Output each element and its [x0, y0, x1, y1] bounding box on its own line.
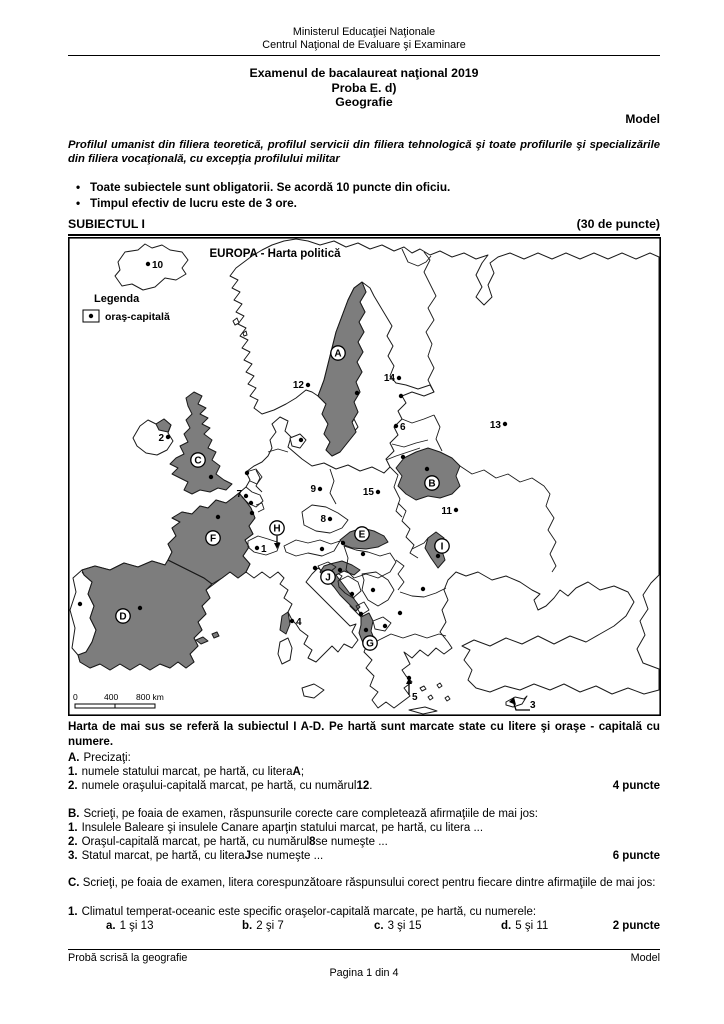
capital-city-dot: [245, 471, 249, 475]
question-text: Insulele Baleare şi insulele Canare aparţin statului marcat, pe hartă, cu litera ...: [81, 822, 484, 834]
capital-dot-15: [376, 490, 380, 494]
section-c-heading: [68, 876, 660, 890]
state-letter-J: J: [325, 572, 331, 584]
answer-options-row: [68, 919, 660, 933]
capital-number-11: 11: [441, 506, 452, 517]
section-a-intro: Precizaţi:: [83, 752, 131, 764]
instruction-text: Timpul efectiv de lucru este de 3 ore.: [90, 196, 297, 211]
question-number: 1.: [68, 906, 78, 918]
state-letter-A: A: [334, 348, 342, 360]
map-caption: Harta de mai sus se referă la subiectul I A-D. Pe hartă sunt marcate state cu litere şi oraşe - capitală cu numere.: [68, 720, 660, 748]
map-title: EUROPA - Harta politică: [209, 248, 341, 260]
map-scale-bar: [73, 692, 164, 708]
question-number: 2.: [68, 836, 78, 848]
section-b-intro: Scrieţi, pe foaia de examen, răspunsurile corecte care completează afirmaţiile de mai jos:: [83, 808, 538, 820]
crete: [409, 707, 437, 714]
option-letter: c.: [374, 920, 384, 932]
option-letter: d.: [501, 920, 512, 932]
capital-city-dot: [401, 455, 405, 459]
section-c-label: C.: [68, 877, 80, 889]
option-text: 3 şi 15: [387, 920, 422, 932]
capital-city-dot: [138, 606, 142, 610]
state-letter-I: I: [440, 541, 444, 553]
capital-city-dot: [78, 602, 82, 606]
capital-dot-9: [318, 487, 322, 491]
profile-note: Profilul umanist din filiera teoretică, profilul servicii din filiera tehnologică şi toate profilurile şi specializările din filiera vocaţională, cu excepţia profilului militar: [68, 139, 660, 165]
state-letter-C: C: [194, 455, 202, 467]
option-text: 2 şi 7: [256, 920, 284, 932]
question-bold: 12: [356, 780, 370, 792]
cyprus: [506, 696, 527, 707]
capital-city-dot: [361, 552, 365, 556]
points-a: 4 puncte: [612, 780, 660, 792]
capital-city-dot: [407, 676, 411, 680]
map-svg: [68, 237, 661, 716]
capital-dot-8: [328, 517, 332, 521]
capital-dot-11: [454, 508, 458, 512]
state-uk: [170, 392, 232, 494]
capital-city-dot: [399, 394, 403, 398]
question-text: Statul marcat, pe hartă, cu litera: [81, 850, 245, 862]
question-post: se numeşte ...: [315, 836, 388, 848]
capital-number-1: 1: [261, 544, 267, 555]
europe-political-map: [68, 237, 661, 716]
capital-number-6: 6: [400, 422, 406, 433]
capital-city-dot: [209, 475, 213, 479]
state-letter-D: D: [119, 611, 127, 623]
capital-city-dot: [320, 547, 324, 551]
question-text: numele statului marcat, pe hartă, cu litera: [81, 766, 293, 778]
capital-city-dot: [355, 391, 359, 395]
capital-number-5: 5: [412, 692, 418, 703]
exam-title-line2: Proba E. d): [331, 80, 397, 95]
state-letter-B: B: [428, 478, 436, 490]
question-bold: J: [244, 850, 251, 862]
subject1-points: (30 de puncte): [576, 217, 660, 231]
exam-title: [68, 66, 660, 110]
exam-title-line1: Examenul de bacalaureat naţional 2019: [249, 66, 479, 80]
footer-left: Probă scrisă la geografie: [68, 952, 188, 964]
footer-right: Model: [630, 952, 660, 964]
page-number: Pagina 1 din 4: [329, 967, 399, 979]
question-text: Climatul temperat-oceanic este specific oraşelor-capitală marcate, pe hartă, cu numerele:: [81, 906, 537, 918]
subject1-label: SUBIECTUL I: [68, 217, 145, 231]
question-bold: 8: [309, 836, 316, 848]
legend-item-label: oraş-capitală: [105, 311, 170, 323]
capital-dot-12: [306, 383, 310, 387]
capital-number-14: 14: [383, 373, 395, 384]
question-post: se numeşte ...: [251, 850, 324, 862]
capital-number-2: 2: [158, 433, 164, 444]
question-number: 1.: [68, 766, 78, 778]
footer-rule: [68, 949, 660, 950]
header-rule: [68, 55, 660, 56]
question-number: 2.: [68, 780, 78, 792]
balearic-islands: [196, 632, 219, 644]
question-bold: A: [292, 766, 301, 778]
zealand-island: [290, 434, 306, 448]
capital-dot-7: [244, 494, 248, 498]
instructions-list: [68, 179, 660, 211]
scale-0: 0: [73, 692, 78, 702]
option-d: [501, 919, 548, 933]
bullet-icon: •: [76, 196, 81, 211]
capital-city-dot: [350, 592, 354, 596]
corsica: [280, 612, 290, 634]
capital-city-dot: [425, 467, 429, 471]
instruction-item: [68, 179, 660, 195]
section-a-heading: [68, 751, 660, 765]
section-a-label: A.: [68, 752, 80, 764]
question-text: Oraşul-capitală marcat, pe hartă, cu numărul: [81, 836, 310, 848]
question-text: numele oraşului-capitală marcat, pe hartă, cu numărul: [81, 780, 357, 792]
capital-number-15: 15: [362, 487, 374, 498]
capital-dot-14: [397, 376, 401, 380]
question-post: .: [369, 780, 373, 792]
capital-city-dot: [364, 628, 368, 632]
section-b-label: B.: [68, 808, 80, 820]
capital-dot-1: [255, 546, 259, 550]
capital-city-dot: [359, 612, 363, 616]
option-letter: b.: [242, 920, 253, 932]
state-letter-F: F: [209, 533, 217, 545]
capital-city-dot: [299, 438, 303, 442]
legend-capital-dot-icon: [89, 314, 93, 318]
question-b2: [68, 835, 660, 849]
capital-city-dot: [216, 515, 220, 519]
capital-number-12: 12: [292, 380, 304, 391]
capital-city-dot: [383, 624, 387, 628]
question-number: 1.: [68, 822, 78, 834]
section-b-heading: [68, 807, 660, 821]
state-letter-E: E: [358, 529, 366, 541]
ministry-header: [68, 26, 660, 51]
subject1-heading: [68, 217, 660, 236]
capital-city-dot: [250, 511, 254, 515]
state-letter-G: G: [366, 638, 374, 650]
sicily: [302, 684, 324, 698]
capital-dot-4: [290, 619, 294, 623]
capital-city-dot: [436, 554, 440, 558]
capital-city-dot: [249, 501, 253, 505]
capital-city-dot: [421, 587, 425, 591]
exam-title-line3: Geografie: [335, 95, 393, 109]
capital-city-dot: [398, 611, 402, 615]
aegean-islets: [420, 683, 450, 701]
instruction-item: [68, 195, 660, 211]
ministry-line1: Ministerul Educaţiei Naţionale: [292, 26, 436, 38]
legend-title: Legenda: [94, 293, 140, 305]
capital-dot-10: [146, 262, 150, 266]
sardinia: [278, 638, 292, 664]
capital-number-7: 7: [236, 489, 242, 500]
state-spain: [78, 560, 212, 670]
question-c1: [68, 905, 660, 919]
scale-800: 800 km: [136, 692, 164, 702]
model-label: Model: [625, 112, 660, 126]
option-c: [374, 919, 501, 933]
capital-dot-6: [394, 424, 398, 428]
capital-city-dot: [341, 541, 345, 545]
capital-city-dot: [313, 566, 317, 570]
capital-city-dot: [371, 588, 375, 592]
option-b: [242, 919, 374, 933]
capital-dot-13: [503, 422, 507, 426]
bullet-icon: •: [76, 180, 81, 194]
scale-400: 400: [104, 692, 119, 702]
points-b: 6 puncte: [612, 850, 660, 862]
capital-number-3: 3: [530, 700, 536, 711]
capital-number-8: 8: [320, 514, 326, 525]
footer: [68, 952, 660, 965]
capital-city-dot: [338, 568, 342, 572]
capital-number-13: 13: [489, 420, 501, 431]
section-c-intro: Scrieţi, pe foaia de examen, litera corespunzătoare răspunsului corect pentru fiecare dintre afirmaţiile de mai jos:: [82, 877, 656, 889]
instruction-text: Toate subiectele sunt obligatorii. Se acordă 10 puncte din oficiu.: [90, 180, 451, 194]
question-number: 3.: [68, 850, 78, 862]
question-b3: [68, 849, 660, 863]
capital-number-4: 4: [296, 617, 302, 628]
option-text: 1 şi 13: [119, 920, 154, 932]
question-post: ;: [300, 766, 305, 778]
points-c: 2 puncte: [612, 920, 660, 932]
option-letter: a.: [106, 920, 116, 932]
capital-number-10: 10: [152, 260, 164, 271]
question-a1: [68, 765, 660, 779]
ministry-line2: Centrul Naţional de Evaluare şi Examinare: [262, 38, 466, 51]
option-a: [106, 919, 242, 933]
state-letter-H: H: [273, 523, 281, 535]
capital-number-9: 9: [310, 484, 316, 495]
question-b1: [68, 821, 660, 835]
option-text: 5 şi 11: [515, 920, 549, 932]
capital-dot-2: [166, 435, 170, 439]
question-a2: [68, 779, 660, 793]
